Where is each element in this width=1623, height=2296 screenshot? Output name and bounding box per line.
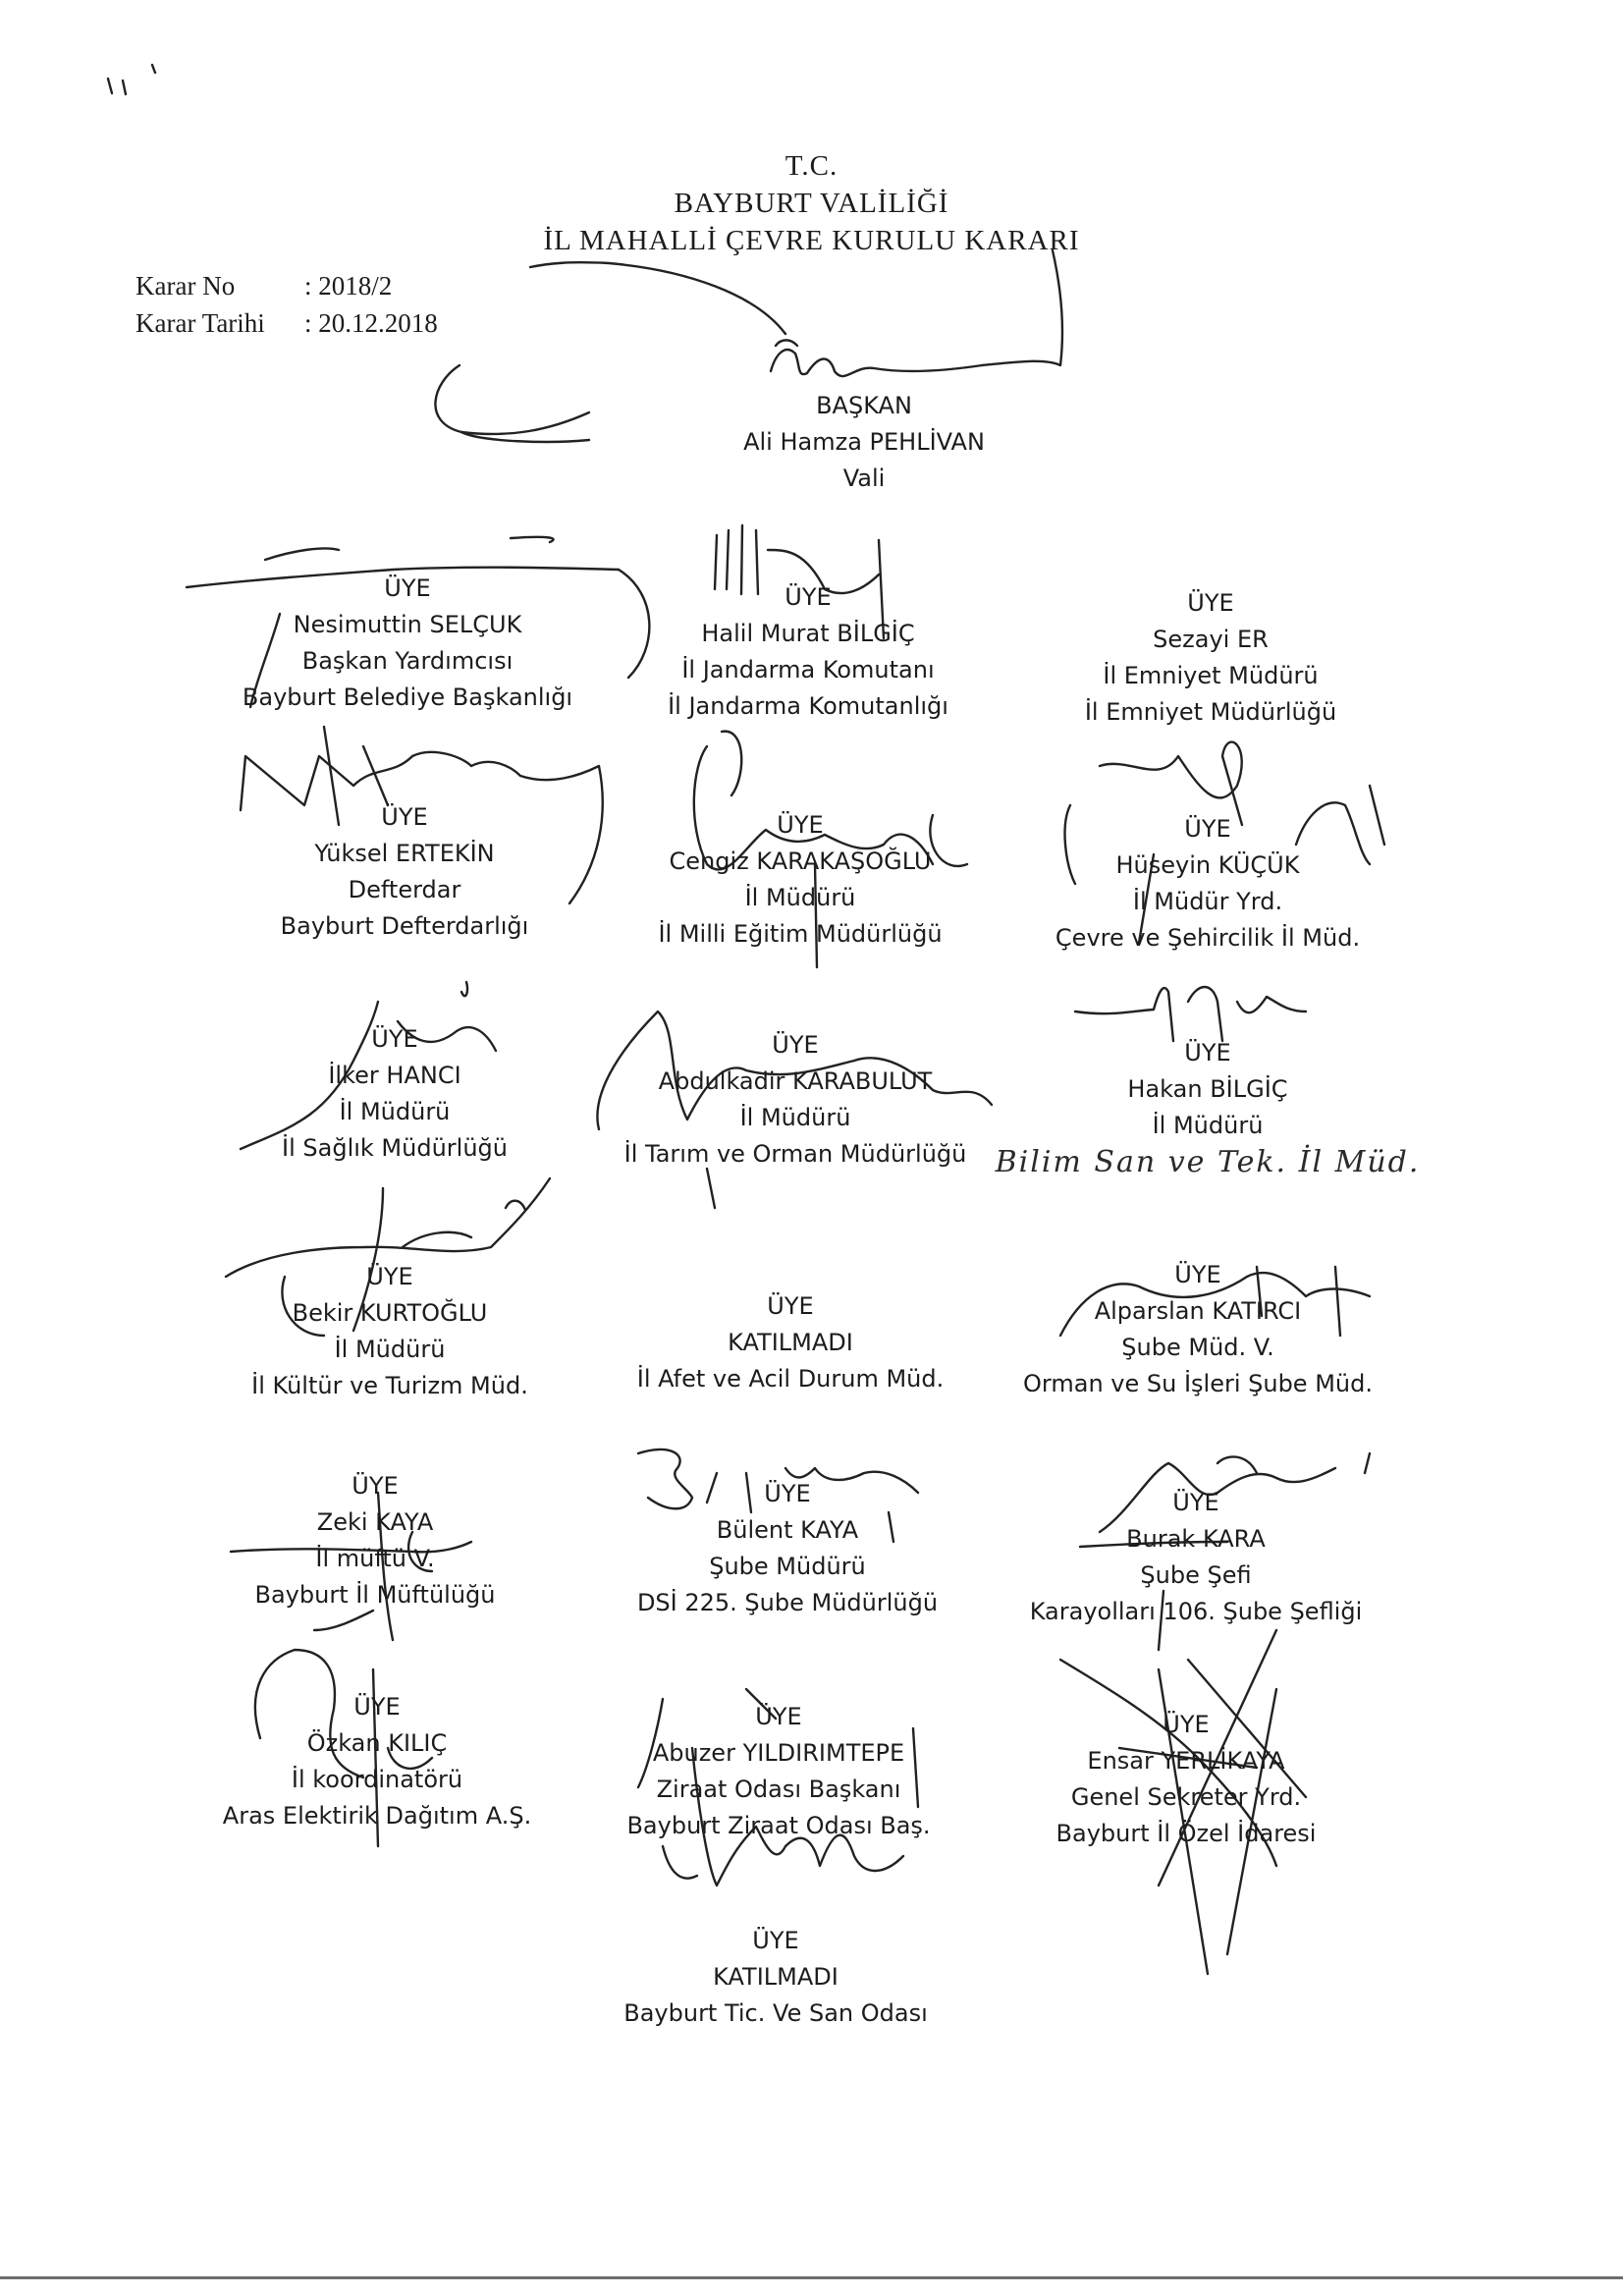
header-tc: T.C. [784, 150, 839, 182]
member-office: Bayburt İl Müftülüğü [254, 1581, 496, 1609]
header-decision-title: İL MAHALLİ ÇEVRE KURULU KARARI [543, 225, 1080, 256]
member-office: İl Sağlık Müdürlüğü [282, 1134, 508, 1162]
member-role: ÜYE [384, 574, 431, 602]
member-block [637, 1288, 945, 1397]
decision-number-row [135, 267, 438, 304]
member-role: ÜYE [752, 1927, 799, 1954]
decision-date-label: Karar Tarihi [135, 308, 265, 338]
member-title: İl müftü V. [315, 1545, 435, 1572]
member-name: KATILMADI [728, 1329, 853, 1356]
member-office: Bilim San ve Tek. İl Müd. [995, 1145, 1421, 1179]
member-role: ÜYE [371, 1025, 418, 1053]
member-block [996, 1035, 1421, 1180]
member-role: ÜYE [1172, 1489, 1219, 1516]
member-name: Ensar YERLİKAYA [1087, 1747, 1285, 1775]
member-block [1055, 811, 1360, 957]
member-office: İl Milli Eğitim Müdürlüğü [658, 920, 943, 948]
member-office: Bayburt Defterdarlığı [280, 912, 529, 940]
member-block [223, 1689, 531, 1834]
decision-date-row [135, 304, 438, 342]
chair-role: BAŞKAN [816, 392, 912, 419]
member-role: ÜYE [764, 1480, 811, 1507]
member-role: ÜYE [772, 1031, 819, 1059]
member-block [624, 1027, 967, 1173]
member-office: Aras Elektirik Dağıtım A.Ş. [222, 1802, 532, 1830]
member-block [626, 1699, 930, 1844]
member-office: İl Tarım ve Orman Müdürlüğü [623, 1140, 967, 1168]
header-governorship: BAYBURT VALİLİĞİ [674, 188, 949, 219]
member-title: Ziraat Odası Başkanı [656, 1776, 901, 1803]
member-office: Orman ve Su İşleri Şube Müd. [1023, 1370, 1373, 1397]
member-role: ÜYE [366, 1263, 413, 1290]
member-role: ÜYE [353, 1693, 401, 1721]
member-role: ÜYE [352, 1472, 399, 1500]
member-block [1023, 1257, 1373, 1402]
member-office: DSİ 225. Şube Müdürlüğü [636, 1589, 939, 1616]
chair-block [743, 388, 985, 497]
member-role: ÜYE [1184, 1039, 1231, 1066]
member-role: ÜYE [784, 583, 832, 611]
member-role: ÜYE [1184, 815, 1231, 843]
member-name: Abuzer YILDIRIMTEPE [652, 1739, 905, 1767]
member-title: İl Müdür Yrd. [1132, 888, 1283, 915]
member-block [1056, 1707, 1317, 1852]
member-name: Halil Murat BİLGİÇ [701, 620, 915, 647]
member-title: İl Emniyet Müdürü [1103, 662, 1319, 689]
member-name: Bekir KURTOĞLU [292, 1299, 488, 1327]
member-title: Genel Sekreter Yrd. [1070, 1783, 1302, 1811]
member-name: Cengiz KARAKAŞOĞLU [669, 847, 932, 875]
member-block [637, 1476, 938, 1621]
member-office: Karayolları 106. Şube Şefliği [1029, 1598, 1363, 1625]
decision-meta [135, 267, 438, 342]
member-title: Başkan Yardımcısı [301, 647, 514, 675]
chair-title: Vali [842, 465, 886, 492]
member-block [281, 799, 529, 945]
page-bottom-edge [0, 2276, 1623, 2279]
member-name: Burak KARA [1126, 1525, 1266, 1553]
member-block [255, 1468, 496, 1613]
member-role: ÜYE [1163, 1711, 1210, 1738]
decision-date-value: : 20.12.2018 [304, 308, 438, 338]
member-block [1085, 585, 1336, 731]
member-office: İl Jandarma Komutanlığı [668, 692, 948, 720]
member-role: ÜYE [767, 1292, 814, 1320]
member-block [658, 807, 942, 953]
member-title: İl Müdürü [1152, 1112, 1264, 1139]
member-office: İl Kültür ve Turizm Müd. [251, 1372, 528, 1399]
document-header [0, 147, 1623, 259]
member-block [623, 1923, 928, 2032]
member-office: Bayburt Ziraat Odası Baş. [626, 1812, 931, 1839]
member-title: Defterdar [348, 876, 461, 903]
member-name: Zeki KAYA [316, 1508, 434, 1536]
member-name: Sezayi ER [1153, 626, 1269, 653]
decision-number-label: Karar No [135, 271, 236, 301]
member-name: Özkan KILIÇ [306, 1729, 448, 1757]
member-title: Şube Şefi [1140, 1561, 1252, 1589]
member-office: İl Afet ve Acil Durum Müd. [636, 1365, 945, 1393]
member-block [243, 571, 572, 716]
decision-number-value: : 2018/2 [304, 271, 393, 301]
member-role: ÜYE [1187, 589, 1234, 617]
member-name: Hakan BİLGİÇ [1127, 1075, 1288, 1103]
member-title: Şube Müd. V. [1121, 1334, 1274, 1361]
member-role: ÜYE [1174, 1261, 1221, 1288]
member-block [668, 579, 948, 725]
member-title: İl Müdürü [739, 1104, 851, 1131]
member-role: ÜYE [755, 1703, 802, 1730]
member-role: ÜYE [777, 811, 824, 839]
member-block [282, 1021, 508, 1167]
member-name: İlker HANCI [328, 1062, 461, 1089]
member-office: İl Emniyet Müdürlüğü [1084, 698, 1337, 726]
member-title: İl Müdürü [744, 884, 856, 911]
member-block [251, 1259, 528, 1404]
member-office: Bayburt Tic. Ve San Odası [623, 1999, 928, 2027]
member-name: KATILMADI [713, 1963, 839, 1991]
member-office: Bayburt İl Özel İdaresi [1055, 1820, 1317, 1847]
member-name: Alparslan KATIRCI [1094, 1297, 1302, 1325]
member-role: ÜYE [381, 803, 428, 831]
member-title: İl Müdürü [339, 1098, 451, 1125]
chair-name: Ali Hamza PEHLİVAN [743, 428, 985, 456]
member-title: İl koordinatörü [291, 1766, 463, 1793]
member-name: Bülent KAYA [716, 1516, 859, 1544]
member-office: Çevre ve Şehircilik İl Müd. [1055, 924, 1361, 952]
member-title: İl Jandarma Komutanı [681, 656, 935, 683]
member-name: Nesimuttin SELÇUK [293, 611, 522, 638]
member-name: Hüseyin KÜÇÜK [1115, 851, 1300, 879]
member-office: Bayburt Belediye Başkanlığı [242, 683, 573, 711]
member-name: Yüksel ERTEKİN [314, 840, 495, 867]
member-title: İl Müdürü [334, 1336, 446, 1363]
member-name: Abdulkadir KARABULUT [658, 1067, 933, 1095]
member-title: Şube Müdürü [709, 1553, 866, 1580]
member-block [1030, 1485, 1363, 1630]
